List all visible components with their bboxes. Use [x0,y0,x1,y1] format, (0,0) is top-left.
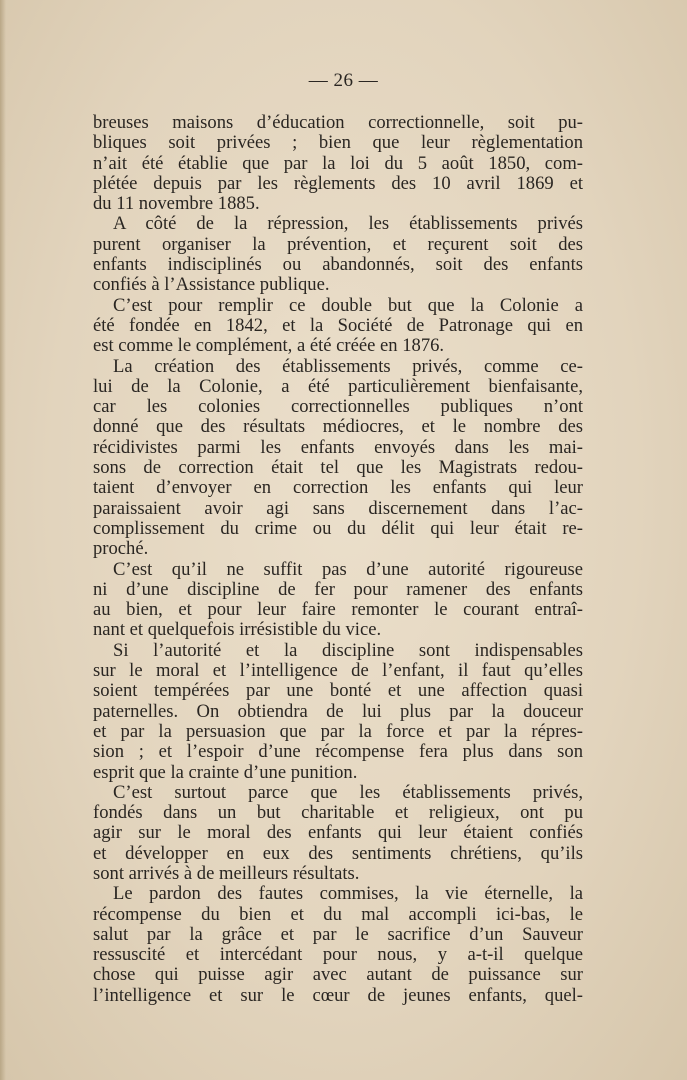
text-line: breuses maisons d’éducation correctionnelle, soit pu- [93,112,583,133]
text-line: C’est surtout parce que les établissements privés, [113,781,583,803]
text-line: confiés à l’Assistance publique. [93,274,330,296]
text-line: La création des établissements privés, comme ce- [113,355,583,377]
body-text [93,113,583,1006]
text-line: complissement du crime ou du délit qui leur était re- [93,517,583,539]
text-line: au bien, et pour leur faire remonter le courant entraî- [93,599,583,621]
page-number: — 26 — [308,70,379,91]
text-line: été fondée en 1842, et la Société de Patronage qui en [93,314,583,336]
text-line: car les colonies correctionnelles publiques n’ont [93,396,583,418]
text-line: ni d’une discipline de fer pour ramener des enfants [93,578,583,600]
text-line: A côté de la répression, les établissements privés [113,213,583,235]
text-line: et par la persuasion que par la force et par la répres- [93,720,583,742]
text-line: récidivistes parmi les enfants envoyés dans les mai- [93,436,583,458]
text-line: Le pardon des fautes commises, la vie éternelle, la [113,883,583,905]
text-line: paraissaient avoir agi sans discernement dans l’ac- [93,497,583,519]
text-line: esprit que la crainte d’une punition. [93,761,358,783]
text-line: est comme le complément, a été créée en 1876. [93,335,445,357]
text-line: bliques soit privées ; bien que leur règlementation [93,132,583,154]
text-line: donné que des résultats médiocres, et le nombre des [93,416,583,438]
text-line: salut par la grâce et par le sacrifice d’un Sauveur [93,923,583,945]
text-line: paternelles. On obtiendra de lui plus par la douceur [93,700,583,722]
page-edge-shadow [0,0,6,1080]
text-line: sion ; et l’espoir d’une récompense fera plus dans son [93,741,583,763]
text-line: proché. [93,538,149,560]
text-line: taient d’envoyer en correction les enfants qui leur [93,477,583,499]
text-line: chose qui puisse agir avec autant de puissance sur [93,964,583,986]
text-line: soient tempérées par une bonté et une affection quasi [93,680,583,702]
text-line: agir sur le moral des enfants qui leur étaient confiés [93,822,583,844]
text-line: l’intelligence et sur le cœur de jeunes enfants, quel- [93,984,583,1006]
text-line: enfants indisciplinés ou abandonnés, soit des enfants [93,254,583,276]
text-line: récompense du bien et du mal accompli ici-bas, le [93,903,583,925]
text-line: C’est qu’il ne suffit pas d’une autorité rigoureuse [113,558,583,580]
text-line: sons de correction était tel que les Magistrats redou- [93,457,583,479]
text-line: sont arrivés à de meilleurs résultats. [93,862,360,884]
text-line: fondés dans un but charitable et religieux, ont pu [93,802,583,824]
text-line: Si l’autorité et la discipline sont indispensables [113,639,583,661]
text-line: nant et quelquefois irrésistible du vice. [93,619,382,641]
text-line: lui de la Colonie, a été particulièrement bienfaisante, [93,375,583,397]
text-line: du 11 novembre 1885. [93,193,260,215]
text-line: ressuscité et intercédant pour nous, y a-t-il quelque [93,944,583,966]
text-line: plétée depuis par les règlements des 10 avril 1869 et [93,172,583,194]
text-line: sur le moral et l’intelligence de l’enfant, il faut qu’elles [93,660,583,682]
text-line: C’est pour remplir ce double but que la Colonie a [113,294,583,316]
text-line: n’ait été établie que par la loi du 5 août 1850, com- [93,152,583,174]
text-line: purent organiser la prévention, et reçurent soit des [93,233,583,255]
text-line: et développer en eux des sentiments chrétiens, qu’ils [93,842,583,864]
